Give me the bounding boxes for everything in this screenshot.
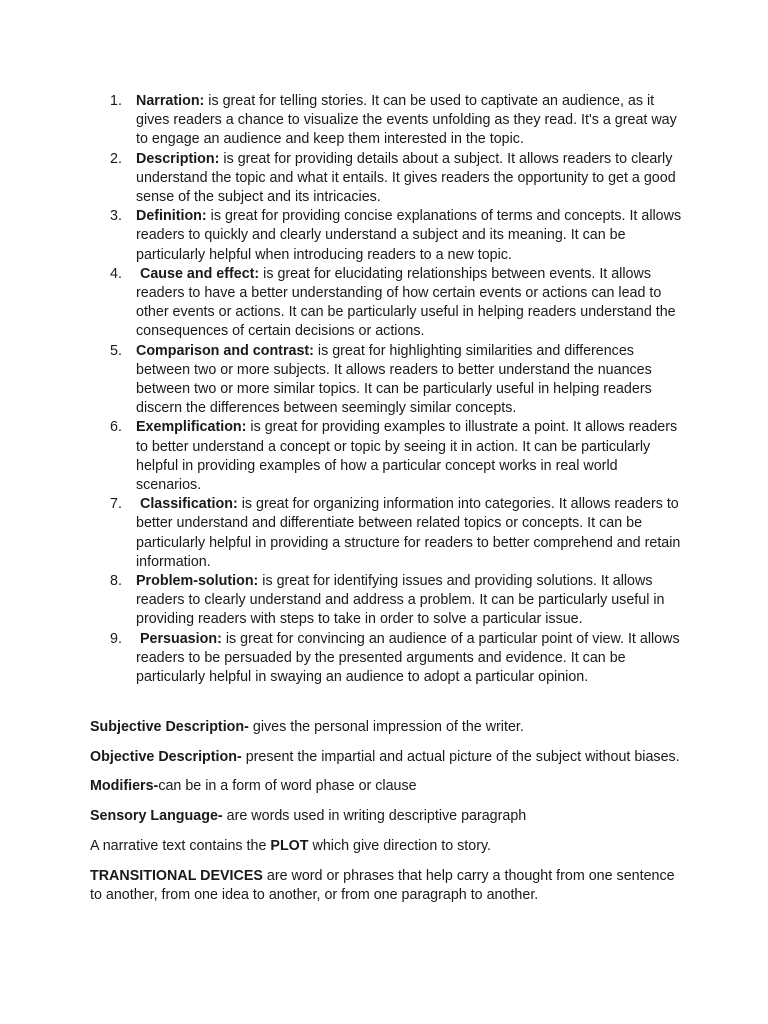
list-item: [104, 418, 684, 495]
list-number: 9.: [110, 630, 122, 647]
list-item: [104, 342, 684, 419]
list-term: Persuasion:: [140, 630, 222, 647]
list-text: is great for identifying issues and providing solutions. It allows readers to clearly understand and address a problem. It can be particularly useful in providing readers with steps to take in order to solve a particular issue.: [136, 573, 665, 628]
paragraph-term: Subjective Description-: [90, 719, 249, 735]
list-term: Classification:: [140, 496, 238, 513]
subjective-description-paragraph: [90, 718, 690, 737]
list-number: 4.: [110, 265, 122, 282]
paragraph-term: PLOT: [270, 837, 309, 854]
writing-techniques-list: [104, 92, 684, 687]
paragraph-text: present the impartial and actual picture of the subject without biases.: [241, 748, 680, 765]
list-text: is great for providing examples to illustrate a point. It allows readers to better understand a concept or topic by seeing it in action. It can be particularly helpful in providing examples of how a particular concept works in real world scenarios.: [136, 419, 678, 494]
paragraph-term: Objective Description-: [90, 748, 242, 765]
list-number: 8.: [110, 573, 122, 590]
paragraph-text: are word or phrases that help carry a thought from one sentence to another, from one idea to another, or from one paragraph to another.: [90, 867, 675, 903]
list-item: [104, 92, 684, 150]
list-text: is great for elucidating relationships between events. It allows readers to have a better understanding of how certain events or actions can lead to other events or actions. It can be particularly useful in helping readers understand the consequences of certain decisions or actions.: [136, 265, 676, 340]
objective-description-paragraph: [90, 748, 690, 767]
list-term: Problem-solution:: [136, 573, 259, 590]
list-item: [104, 265, 684, 342]
list-text: is great for highlighting similarities and differences between two or more subjects. It allows readers to better understand the nuances between two or more similar topics. It can be particularly useful in helping readers discern the differences between seemingly similar concepts.: [136, 342, 652, 417]
modifiers-paragraph: [90, 777, 690, 796]
list-term: Narration:: [136, 93, 205, 109]
paragraph-term: Sensory Language-: [90, 808, 223, 825]
list-number: 3.: [110, 208, 122, 225]
list-item: [104, 495, 684, 572]
list-text: is great for convincing an audience of a particular point of view. It allows readers to be persuaded by the presented arguments and evidence. It can be particularly helpful in swaying an audience to adopt a particular opinion.: [136, 630, 680, 686]
list-number: 6.: [110, 419, 122, 436]
list-number: 2.: [110, 150, 122, 167]
paragraph-text: A narrative text contains the: [90, 837, 271, 854]
paragraph-text: can be in a form of word phase or clause: [158, 778, 417, 795]
paragraph-term: Modifiers-: [90, 778, 159, 795]
list-term: Comparison and contrast:: [136, 342, 314, 359]
list-number: 7.: [110, 496, 122, 513]
paragraph-term: TRANSITIONAL DEVICES: [90, 867, 263, 884]
paragraph-text: gives the personal impression of the writer.: [248, 719, 524, 735]
list-number: 1.: [110, 93, 122, 109]
list-item: [104, 572, 684, 630]
list-term: Exemplification:: [136, 419, 247, 436]
list-item: [104, 630, 684, 688]
list-item: [104, 207, 684, 265]
list-text: is great for providing details about a subject. It allows readers to clearly understand the topic and what it entails. It gives readers the opportunity to get a good sense of the subject and its intricacies.: [136, 150, 676, 206]
plot-paragraph: [90, 837, 690, 856]
paragraph-text: which give direction to story.: [308, 837, 492, 854]
paragraph-text: are words used in writing descriptive paragraph: [222, 808, 527, 825]
list-text: is great for organizing information into categories. It allows readers to better understand and differentiate between related topics or concepts. It can be particularly helpful in providing a structure for readers to better comprehend and retain information.: [136, 496, 681, 570]
list-item: [104, 150, 684, 208]
list-text: is great for providing concise explanations of terms and concepts. It allows readers to quickly and clearly understand a subject and its meaning. It can be particularly helpful when introducing readers to a new topic.: [136, 208, 682, 263]
list-number: 5.: [110, 342, 122, 359]
list-term: Cause and effect:: [140, 265, 260, 282]
list-term: Definition:: [136, 208, 207, 225]
list-text: is great for telling stories. It can be used to captivate an audience, as it gives readers a chance to visualize the events unfolding as they read. It's a great way to engage an audience and keep them interested in the topic.: [136, 93, 677, 148]
list-term: Description:: [136, 150, 220, 167]
definitions-section: [90, 718, 690, 915]
transitional-devices-paragraph: [90, 867, 690, 905]
sensory-language-paragraph: [90, 807, 690, 826]
